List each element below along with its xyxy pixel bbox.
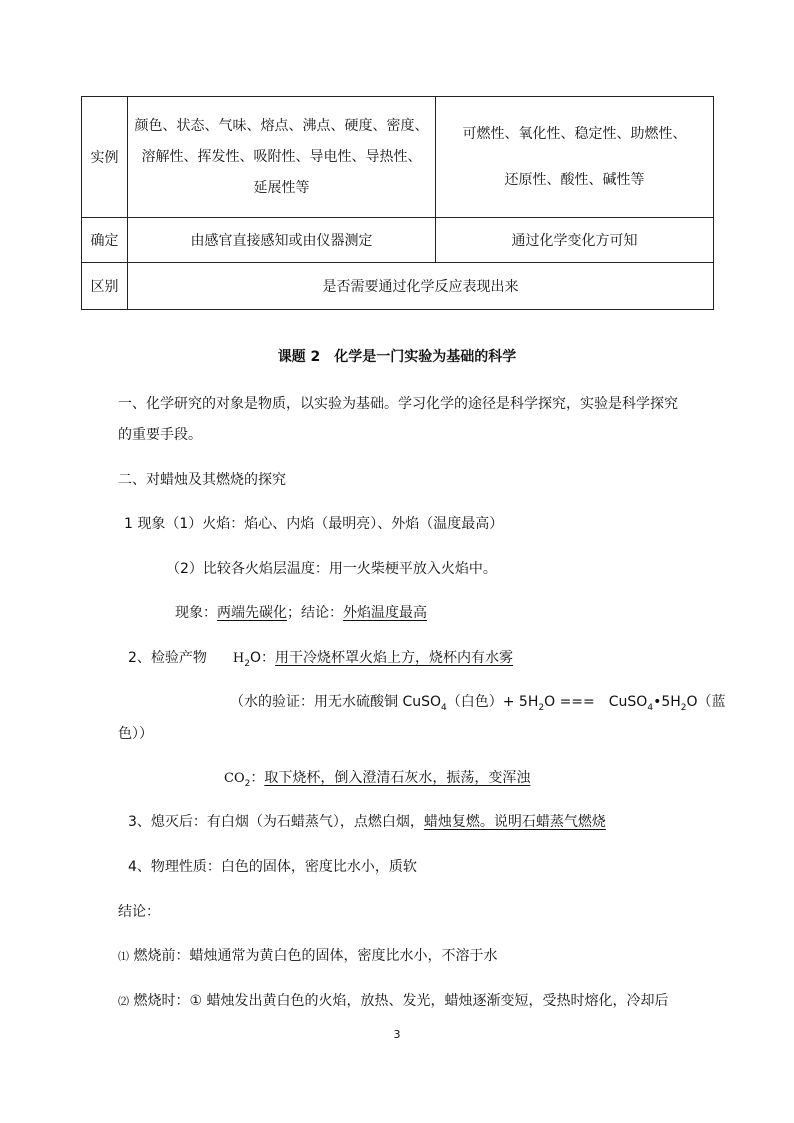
label: 2、检验产物 <box>128 650 207 666</box>
underlined-answer: 两端先碳化 <box>217 605 287 621</box>
cell-line: 延展性等 <box>253 179 310 196</box>
underlined-answer: 用干冷烧杯罩火焰上方，烧杯内有水雾 <box>275 650 514 666</box>
text: •5H <box>653 694 681 710</box>
text: （白色）+ 5H <box>446 694 539 710</box>
underlined-answer: 取下烧杯，倒入澄清石灰水，振荡，变浑浊 <box>264 770 531 786</box>
item-number: ⑵ <box>118 995 129 1008</box>
underlined-answer: 外焰温度最高 <box>343 605 427 621</box>
list-item: 4、物理性质：白色的固体，密度比水小，质软 <box>128 859 417 875</box>
product-test-line <box>128 647 513 669</box>
subscript: 2 <box>680 702 687 713</box>
cell-line: 可燃性、氧化性、稳定性、助燃性、 <box>462 126 687 142</box>
row-header: 确定 <box>82 218 128 263</box>
table-row <box>82 263 714 310</box>
paragraph-line: 色）） <box>118 726 153 742</box>
table-row <box>82 218 714 263</box>
cell-line: 溶解性、挥发性、吸附性、导电性、导热性、 <box>141 148 422 165</box>
text: 3、熄灭后：有白烟（为石蜡蒸气），点燃白烟， <box>128 814 424 830</box>
list-item: （2）比较各火焰层温度：用一火柴梗平放入火焰中。 <box>166 561 497 577</box>
paragraph-line: 一、化学研究的对象是物质，以实验为基础。学习化学的途径是科学探究，实验是科学探究 <box>118 396 678 412</box>
observation-line <box>175 602 427 622</box>
subscript: 2 <box>244 778 251 789</box>
table-row <box>82 97 714 218</box>
conclusion-item <box>118 990 668 1010</box>
subscript: 4 <box>441 702 447 713</box>
section-heading: 二、对蜡烛及其燃烧的探究 <box>118 472 286 488</box>
physical-determine-cell: 由感官直接感知或由仪器测定 <box>128 218 436 263</box>
formula: CO <box>224 771 245 786</box>
chemical-determine-cell: 通过化学变化方可知 <box>436 218 714 263</box>
text: ： <box>250 770 265 786</box>
page-number: 3 <box>393 1028 401 1041</box>
row-header: 实例 <box>82 97 128 218</box>
subscript: 2 <box>244 658 250 669</box>
label: 现象： <box>175 605 217 621</box>
conclusion-heading: 结论： <box>118 904 160 920</box>
formula: H <box>232 651 245 666</box>
subscript: 2 <box>538 702 545 713</box>
paragraph-line: 的重要手段。 <box>118 427 202 443</box>
list-item: 1 现象（1）火焰：焰心、内焰（最明亮）、外焰（温度最高） <box>124 516 504 532</box>
properties-table <box>81 96 714 310</box>
co2-test-line <box>224 767 530 789</box>
text: （水的验证：用无水硫酸铜 CuSO <box>230 694 442 710</box>
water-test-line <box>230 691 726 713</box>
text: 燃烧前：蜡烛通常为黄白色的固体，密度比水小，不溶于水 <box>133 948 498 964</box>
label: ；结论： <box>287 605 343 621</box>
list-item <box>128 811 606 831</box>
difference-cell: 是否需要通过化学反应表现出来 <box>128 263 714 310</box>
text: O（蓝 <box>686 694 726 710</box>
subscript: 4 <box>647 702 654 713</box>
row-header: 区别 <box>82 263 128 310</box>
formula: O： <box>250 650 276 666</box>
underlined-answer: 蜡烛复燃。说明石蜡蒸气燃烧 <box>423 814 606 830</box>
physical-examples-cell <box>128 97 436 218</box>
conclusion-item <box>118 945 497 965</box>
chemical-examples-cell <box>436 97 714 218</box>
text: O === CuSO <box>544 694 648 710</box>
section-title: 课题 2 化学是一门实验为基础的科学 <box>277 349 517 365</box>
cell-line: 颜色、状态、气味、熔点、沸点、硬度、密度、 <box>134 117 429 134</box>
text: 燃烧时：① 蜡烛发出黄白色的火焰，放热、发光，蜡烛逐渐变短，受热时熔化，冷却后 <box>133 993 669 1009</box>
item-number: ⑴ <box>118 950 129 963</box>
cell-line: 还原性、酸性、碱性等 <box>504 172 645 188</box>
